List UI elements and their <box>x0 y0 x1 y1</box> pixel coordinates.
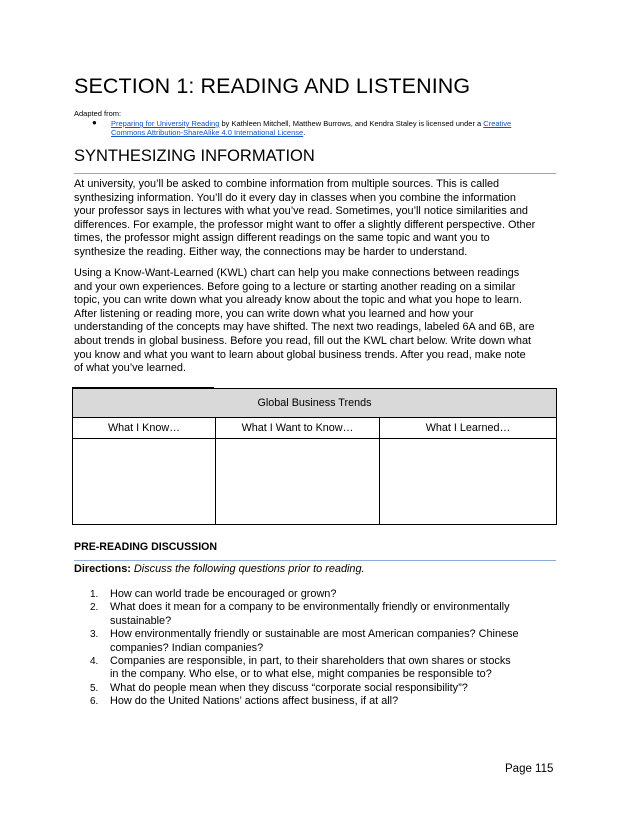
question-number: 3. <box>90 629 99 641</box>
kwl-chart <box>72 388 557 525</box>
kwl-col-know: What I Know… <box>73 418 216 439</box>
question-line: How environmentally friendly or sustainable are most American companies? Chinese <box>110 628 519 641</box>
question-list <box>90 588 560 709</box>
question-item <box>90 695 560 708</box>
paragraph-1-line: differences. For example, the professor might want to offer a slightly different perspective. Other <box>74 218 536 231</box>
book-link[interactable]: Preparing for University Reading <box>111 119 220 128</box>
question-number: 2. <box>90 602 99 614</box>
paragraph-1-line: times, the professor might assign different readings on the same topic and want you to <box>74 232 490 245</box>
prereading-rule <box>74 560 556 561</box>
adapted-from-label: Adapted from: <box>74 109 122 118</box>
paragraph-2 <box>74 267 558 376</box>
question-line: How do the United Nations’ actions affect business, if at all? <box>110 695 399 708</box>
subtitle: SYNTHESIZING INFORMATION <box>74 147 315 165</box>
question-number: 4. <box>90 656 99 668</box>
source-attribution <box>111 119 561 137</box>
paragraph-1-line: At university, you’ll be asked to combine information from multiple sources. This is called <box>74 178 500 190</box>
source-text: by Kathleen Mitchell, Matthew Burrows, and Kendra Staley is licensed under a <box>219 119 484 128</box>
question-text <box>110 628 560 655</box>
kwl-title: Global Business Trends <box>73 389 557 418</box>
question-line: What does it mean for a company to be environmentally friendly or environmentally <box>110 601 510 614</box>
question-number: 5. <box>90 682 99 694</box>
license-link-part1[interactable]: Creative <box>483 119 512 128</box>
question-text <box>110 695 560 708</box>
directions <box>74 563 365 575</box>
bullet-icon: ● <box>92 118 97 127</box>
question-item <box>90 588 560 601</box>
directions-label: Directions: <box>74 563 131 575</box>
paragraph-2-line: After listening or reading more, you can write down what you learned and how your <box>74 307 474 320</box>
subtitle-rule <box>74 173 556 174</box>
paragraph-2-line: you know and what you want to learn about global business trends. After you read, make note <box>74 348 526 361</box>
paragraph-2-line: about trends in global business. Before you read, fill out the KWL chart below. Write down what <box>74 334 532 347</box>
paragraph-1-line: synthesizing information. You’ll do it every day in classes when you combine the information <box>74 191 516 204</box>
directions-text: Discuss the following questions prior to reading. <box>130 563 365 575</box>
question-line: Companies are responsible, in part, to their shareholders that own shares or stocks <box>110 655 511 668</box>
kwl-cell-want[interactable] <box>216 439 380 525</box>
section-title: SECTION 1: READING AND LISTENING <box>74 74 471 98</box>
kwl-cell-learned[interactable] <box>380 439 557 525</box>
question-number: 1. <box>90 589 99 600</box>
paragraph-2-line: understanding of the concepts may have shifted. The next two readings, labeled 6A and 6B, are <box>74 321 535 334</box>
question-item <box>90 655 560 682</box>
question-item <box>90 681 560 695</box>
paragraph-2-line: Using a Know-Want-Learned (KWL) chart can help you make connections between readings <box>74 267 520 279</box>
question-number: 6. <box>90 696 99 708</box>
question-text <box>110 588 560 601</box>
paragraph-2-line: and your own experiences. Before going to a lecture or starting another reading on a similar <box>74 280 516 293</box>
question-text <box>110 655 560 682</box>
question-item <box>90 601 560 628</box>
kwl-col-learned: What I Learned… <box>380 418 557 439</box>
question-line: in the company. Who else, or to what else, might companies be responsible to? <box>110 668 492 681</box>
paragraph-1 <box>74 178 558 260</box>
prereading-title: PRE-READING DISCUSSION <box>74 541 218 553</box>
license-link-part2[interactable]: Commons Attribution-ShareAlike 4.0 International License <box>111 128 304 137</box>
paragraph-1-line: your professor says in lectures with what you’ve read. Sometimes, you’ll notice similarities and <box>74 205 528 218</box>
kwl-col-want: What I Want to Know… <box>216 418 380 439</box>
page-number: Page 115 <box>505 763 554 775</box>
question-text <box>110 682 560 695</box>
source-end: . <box>303 128 306 137</box>
question-line: What do people mean when they discuss “corporate social responsibility”? <box>110 681 468 694</box>
question-item <box>90 628 560 655</box>
question-line: companies? Indian companies? <box>110 641 264 654</box>
question-line: How can world trade be encouraged or grown? <box>110 588 337 600</box>
paragraph-1-line: synthesize the reading. Either way, the connections may be harder to understand. <box>74 245 468 258</box>
question-line: sustainable? <box>110 614 172 627</box>
kwl-cell-know[interactable] <box>73 439 216 525</box>
question-text <box>110 601 560 628</box>
paragraph-2-line: topic, you can write down what you already know about the topic and what you hope to learn. <box>74 294 523 307</box>
paragraph-2-line: of what you’ve learned. <box>74 362 187 375</box>
